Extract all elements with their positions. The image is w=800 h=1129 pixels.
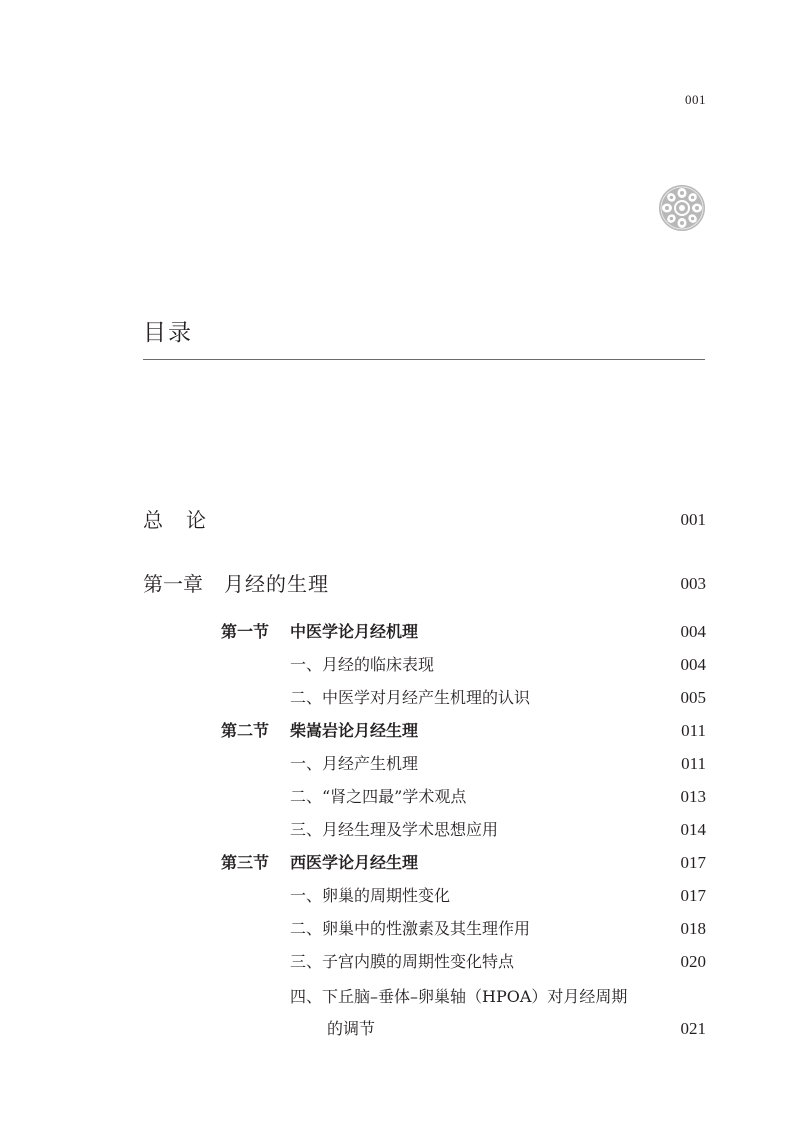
chapter-label: 第一章 <box>143 572 203 596</box>
toc-entry-subsection[interactable] <box>0 914 800 944</box>
toc-entry-title: 柴嵩岩论月经生理 <box>290 721 419 740</box>
toc-entry-page: 004 <box>680 655 706 674</box>
toc-entry-title: 月经的生理 <box>224 572 329 596</box>
toc-entry-page: 018 <box>680 919 706 938</box>
section-label: 第三节 <box>221 853 270 872</box>
toc-entry-title: 一、月经的临床表现 <box>290 655 435 674</box>
toc-entry-title: 一、月经产生机理 <box>290 754 419 773</box>
toc-entry-subsection[interactable] <box>0 881 800 911</box>
toc-entry-page: 017 <box>680 853 706 872</box>
toc-entry-subsection[interactable] <box>0 947 800 977</box>
toc-entry-title: 西医学论月经生理 <box>290 853 419 872</box>
toc-entry-title: 二、“肾之四最”学术观点 <box>290 787 467 806</box>
toc-entry-section-1[interactable] <box>0 617 800 647</box>
section-label: 第二节 <box>221 721 270 740</box>
toc-entry-title: 三、子宫内膜的周期性变化特点 <box>290 952 515 971</box>
toc-entry-page: 014 <box>680 820 706 839</box>
ornamental-rosette-icon <box>658 184 706 232</box>
toc-entry-title: 的调节 <box>327 1019 376 1038</box>
toc-entry-continuation[interactable] <box>0 1014 800 1044</box>
heading-divider <box>143 359 705 360</box>
toc-entry-title: 总 论 <box>143 508 207 532</box>
toc-entry-title: 二、中医学对月经产生机理的认识 <box>290 688 531 707</box>
toc-heading: 目录 <box>143 320 193 346</box>
toc-entry-page: 001 <box>680 510 706 529</box>
toc-entry-general[interactable] <box>0 505 800 535</box>
toc-entry-page: 004 <box>680 622 706 641</box>
toc-entry-chapter-1[interactable] <box>0 569 800 599</box>
toc-entry-subsection[interactable] <box>0 782 800 812</box>
toc-entry-subsection[interactable] <box>0 749 800 779</box>
toc-entry-section-2[interactable] <box>0 716 800 746</box>
toc-entry-subsection[interactable] <box>0 683 800 713</box>
toc-entry-subsection[interactable] <box>0 815 800 845</box>
toc-entry-title: 三、月经生理及学术思想应用 <box>290 820 499 839</box>
toc-entry-page: 021 <box>680 1019 706 1038</box>
toc-entry-title: 一、卵巢的周期性变化 <box>290 886 451 905</box>
toc-entry-page: 005 <box>680 688 706 707</box>
toc-entry-title: 中医学论月经机理 <box>290 622 419 641</box>
toc-entry-page: 011 <box>681 721 706 740</box>
section-label: 第一节 <box>221 622 270 641</box>
toc-entry-subsection[interactable] <box>0 982 800 1012</box>
toc-entry-title: 二、卵巢中的性激素及其生理作用 <box>290 919 531 938</box>
toc-entry-page: 017 <box>680 886 706 905</box>
toc-entry-section-3[interactable] <box>0 848 800 878</box>
toc-entry-subsection[interactable] <box>0 650 800 680</box>
toc-entry-page: 013 <box>680 787 706 806</box>
toc-entry-title: 四、下丘脑–垂体–卵巢轴（HPOA）对月经周期 <box>290 987 628 1006</box>
toc-entry-page: 020 <box>680 952 706 971</box>
toc-entry-page: 011 <box>681 754 706 773</box>
toc-entry-page: 003 <box>680 574 706 593</box>
page-number: 001 <box>685 92 706 107</box>
